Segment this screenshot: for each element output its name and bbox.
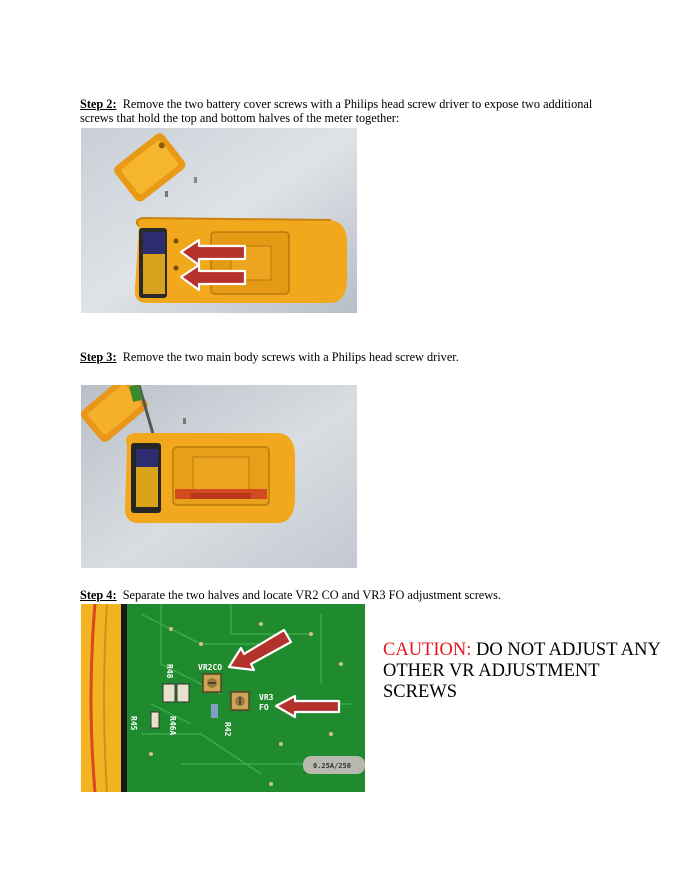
silk-fuse: 0.25A/250 [313,762,351,770]
caution-note [383,640,663,703]
silk-vr3-fo: FO [259,703,269,712]
step-2-text: Remove the two battery cover screws with a Philips head screw driver to expose two additional screws that hold the top and bottom halves of the meter together: [80,97,593,125]
step-2-photo [81,128,357,313]
silk-r42: R42 [223,722,232,737]
step-4-paragraph [80,588,610,602]
step-3-text: Remove the two main body screws with a Philips head screw driver. [122,350,459,364]
silk-r45: R45 [129,716,138,731]
step-2-paragraph [80,97,610,125]
step-4-text: Separate the two halves and locate VR2 CO and VR3 FO adjustment screws. [122,588,502,602]
silk-r48: R48 [165,664,174,679]
step-3-label: Step 3: [80,350,117,364]
step-2-label: Step 2: [80,97,117,111]
caution-text: DO NOT ADJUST ANY OTHER VR ADJUSTMENT SCREWS [383,640,661,702]
caution-word: CAUTION: [383,640,472,660]
silk-vr3: VR3 [259,693,274,702]
step-4-label: Step 4: [80,588,117,602]
step-3-paragraph [80,350,610,364]
step-4-pcb-photo [81,604,365,792]
silk-r46a: R46A [168,716,177,736]
step-3-photo [81,385,357,568]
silk-vr2: VR2CO [198,663,223,672]
